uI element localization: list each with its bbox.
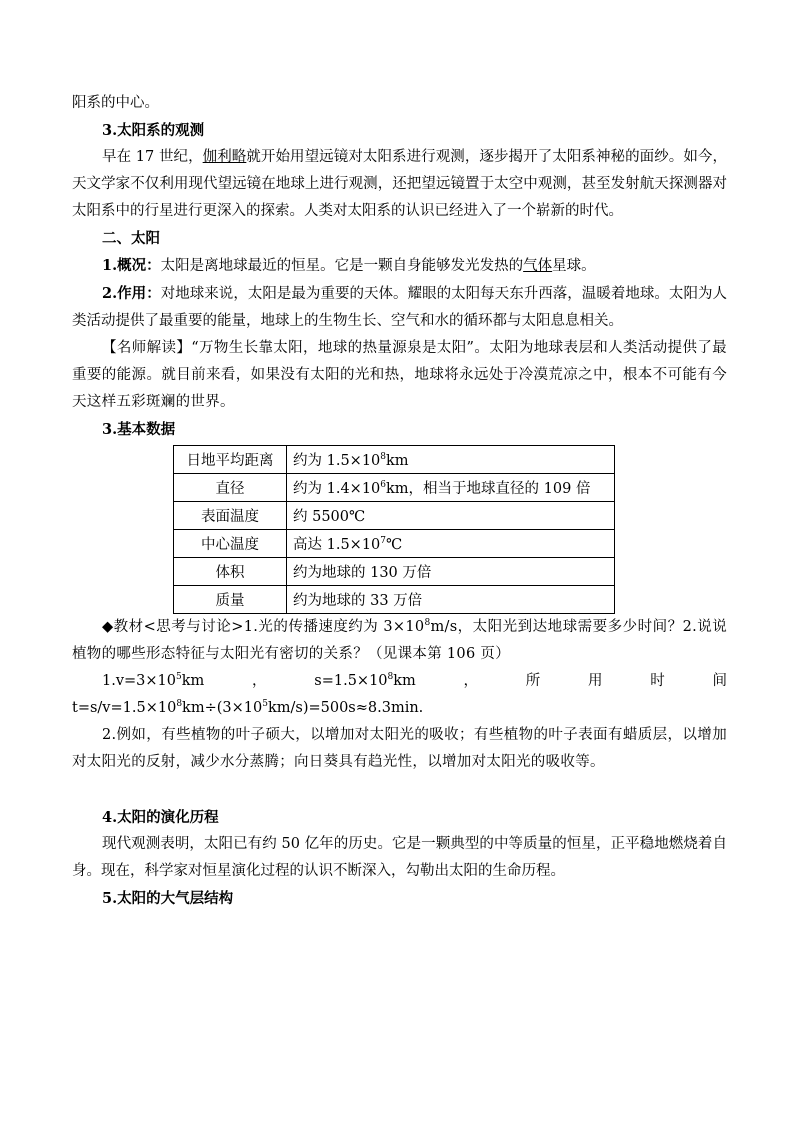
answer-1-sup: 8 (387, 672, 394, 683)
section-heading-evolution: 4.太阳的演化历程 (102, 809, 219, 826)
teacher-note-paragraph (72, 335, 727, 416)
answer-1-part: km/s)=500s≈8.3min. (267, 700, 424, 716)
role-label: 2.作用： (102, 285, 161, 302)
teacher-note-text: “万物生长靠太阳，地球的热量源泉是太阳”。太阳为地球表层和人类活动提供了最重要的能源。就目前来看，如果没有太阳的光和热，地球将永远处于冷漠荒凉之中，根本不可能有今天这样五彩斑斓的世界。 (72, 340, 727, 410)
overview-paragraph (72, 252, 727, 280)
answer-1-sup: 5 (176, 672, 182, 683)
table-key-cell: 中心温度 (174, 530, 287, 558)
continuation-line: 阳系的中心。 (72, 95, 159, 111)
teacher-note-label: 【名师解读】 (102, 340, 192, 356)
table-value-cell (287, 530, 615, 558)
table-row (174, 530, 615, 558)
table-key-cell: 日地平均距离 (174, 446, 287, 474)
discussion-text-b: m/s，太阳光到达地球需要多少时间？2.说说植物的哪些形态特征与太阳光有密切的关系？（见课本第 106 页） (72, 619, 727, 662)
answer-1-sup: 5 (262, 699, 268, 710)
observation-paragraph (72, 144, 727, 225)
table-value-cell (287, 474, 615, 502)
answer-1-part: km÷(3×10 (182, 700, 263, 716)
section-heading-observation: 3.太阳系的观测 (102, 122, 205, 139)
answer-2-paragraph: 2.例如，有些植物的叶子硕大，以增加对太阳光的吸收；有些植物的叶子表面有蜡质层，以增加对太阳光的反射，减少水分蒸腾；向日葵具有趋光性，以增加对太阳光的吸收等。 (72, 727, 727, 770)
answer-1-paragraph (72, 668, 727, 722)
spacer (72, 776, 727, 804)
table-key-cell: 质量 (174, 586, 287, 614)
overview-text-post: 星球。 (552, 258, 596, 274)
table-row (174, 474, 615, 502)
section-heading-data: 3.基本数据 (102, 421, 176, 438)
table-row (174, 586, 615, 614)
table-value-sup: 7 (380, 536, 387, 547)
table-value-pre: 约为 1.4×10 (293, 481, 381, 497)
observation-text-post: 就开始用望远镜对太阳系进行观测，逐步揭开了太阳系神秘的面纱。如今，天文学家不仅利用现代望远镜在地球上进行观测，还把望远镜置于太空中观测，甚至发射航天探测器对太阳系中的行星进行更深入的探索。人类对太阳系的认识已经进入了一个崭新的时代。 (72, 149, 727, 219)
table-value-cell (287, 446, 615, 474)
table-value-pre: 约 5500℃ (293, 509, 366, 525)
table-row (174, 502, 615, 530)
discussion-paragraph (72, 614, 727, 668)
role-text: 对地球来说，太阳是最为重要的天体。耀眼的太阳每天东升西落，温暖着地球。太阳为人类活动提供了最重要的能量，地球上的生物生长、空气和水的循环都与太阳息息相关。 (72, 286, 727, 329)
evolution-paragraph: 现代观测表明，太阳已有约 50 亿年的历史。它是一颗典型的中等质量的恒星，正平稳地燃烧着自身。现在，科学家对恒星演化过程的认识不断深入，勾勒出太阳的生命历程。 (72, 836, 727, 879)
table-value-pre: 约为地球的 130 万倍 (293, 565, 432, 581)
answer-1-part: km，所用时间 t=s/v=1.5×10 (72, 673, 727, 716)
overview-text-pre: 太阳是离地球最近的恒星。它是一颗自身能够发光发热的 (160, 258, 524, 274)
overview-underlined: 气体 (523, 258, 553, 274)
observation-text-pre: 早在 17 世纪， (102, 149, 203, 165)
document-page (72, 90, 727, 912)
answer-1-part: 1.v=3×10 (102, 673, 177, 689)
table-value-pre: 高达 1.5×10 (293, 537, 381, 553)
role-paragraph (72, 280, 727, 335)
table-value-cell (287, 502, 615, 530)
table-value-cell (287, 586, 615, 614)
table-value-post: ℃ (386, 537, 403, 553)
table-value-sup: 8 (380, 452, 387, 463)
table-value-pre: 约为地球的 33 万倍 (293, 593, 423, 609)
discussion-text-a: ◆教材<思考与讨论>1.光的传播速度约为 3×10 (102, 619, 425, 635)
answer-1-sup: 8 (176, 699, 183, 710)
section-heading-sun: 二、太阳 (102, 230, 160, 247)
table-value-pre: 约为 1.5×10 (293, 453, 381, 469)
table-value-post: km (386, 453, 409, 469)
overview-label: 1.概况： (102, 257, 161, 274)
answer-1-part: km，s=1.5×10 (181, 673, 388, 689)
table-key-cell: 体积 (174, 558, 287, 586)
table-key-cell: 表面温度 (174, 502, 287, 530)
table-value-post: km，相当于地球直径的 109 倍 (386, 481, 591, 497)
galileo-name: 伽利略 (202, 149, 247, 165)
section-heading-atmosphere: 5.太阳的大气层结构 (102, 890, 234, 907)
table-value-cell (287, 558, 615, 586)
discussion-sup: 8 (424, 618, 431, 629)
table-key-cell: 直径 (174, 474, 287, 502)
sun-data-table (173, 445, 615, 614)
table-value-sup: 6 (380, 480, 387, 491)
table-row (174, 558, 615, 586)
table-row (174, 446, 615, 474)
